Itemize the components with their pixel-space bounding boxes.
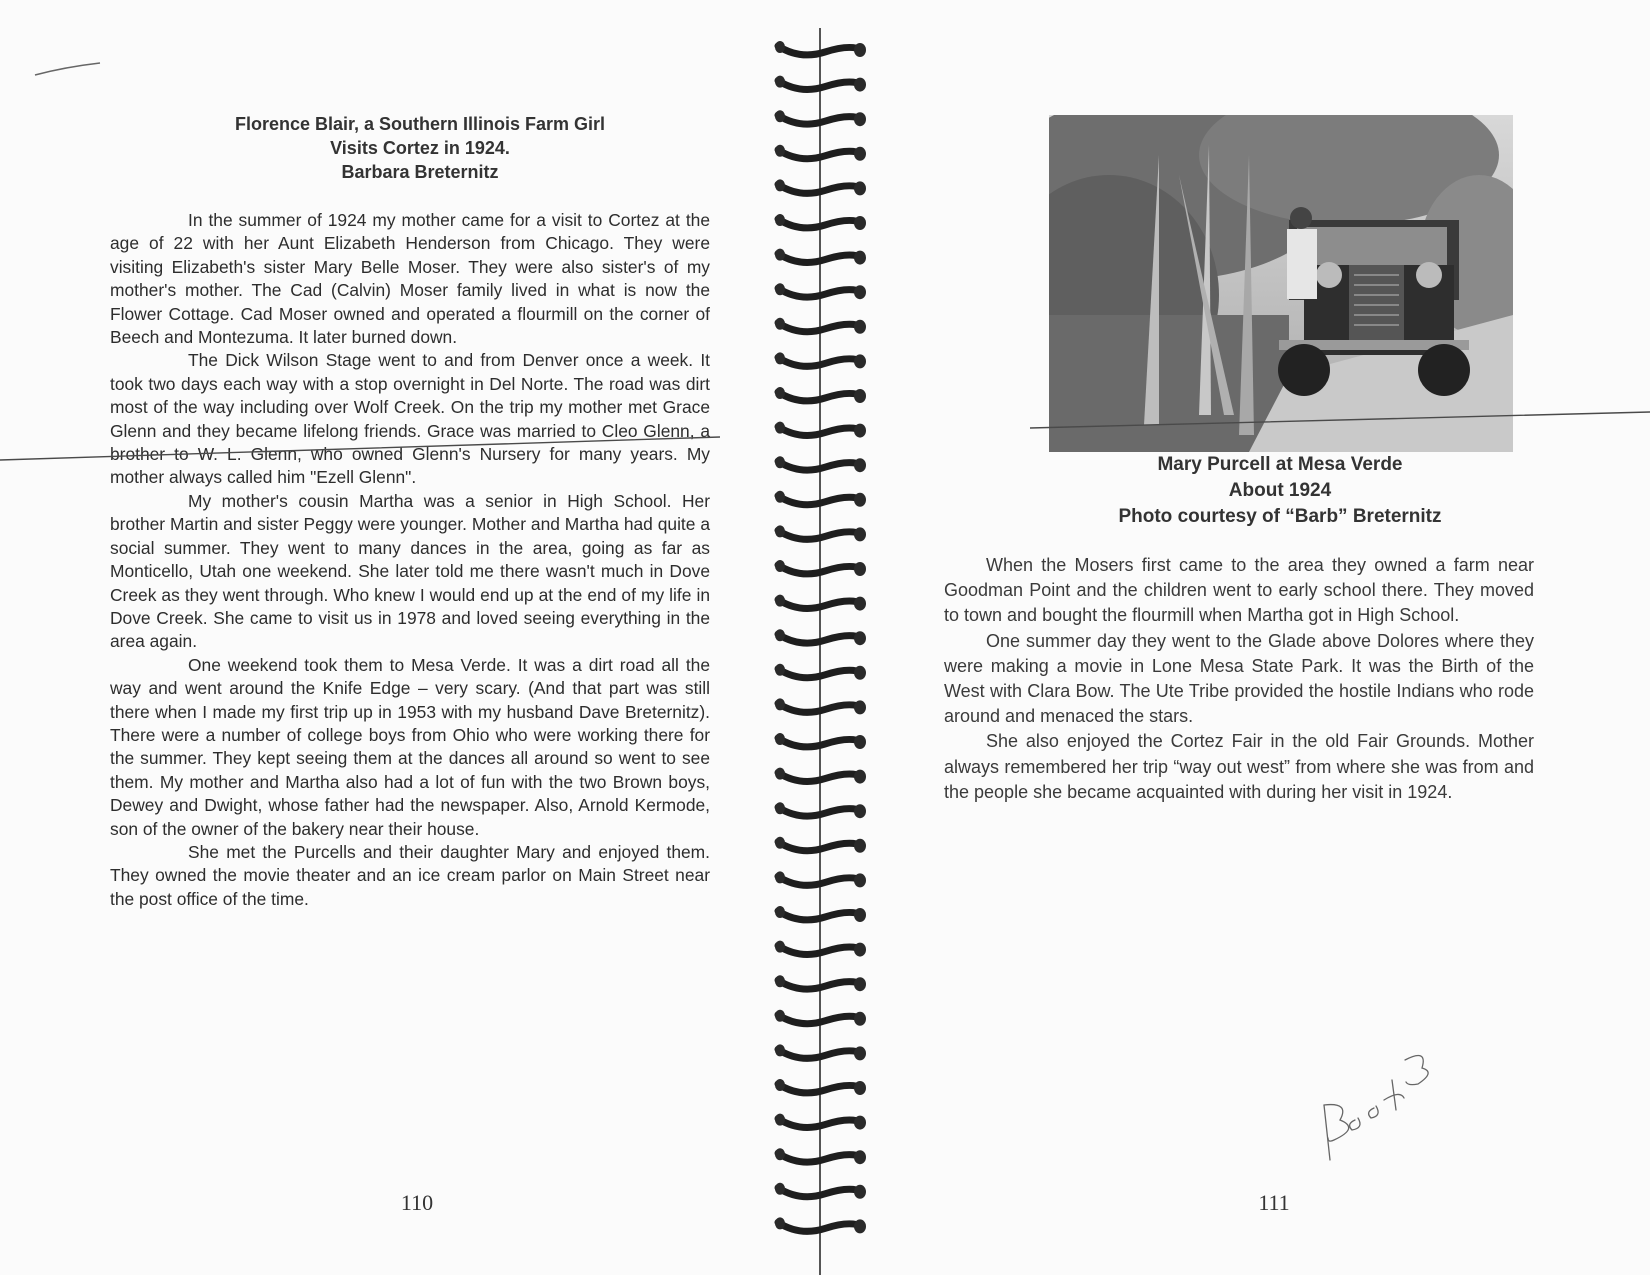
article-title [160,112,680,184]
right-page [880,0,1650,1275]
paragraph: One weekend took them to Mesa Verde. It was a dirt road all the way and went around the Knife Edge – very scary. (And that part was still there when I made my first trip up in 1953 with my husband Dave Breternitz). There were a number of college boys from Ohio who were working there for the summer. They kept seeing them at the dances all around so went to see them. My mother and Martha also had a lot of fun with the two Brown boys, Dewey and Dwight, whose father had the newspaper. Also, Arnold Kermode, son of the owner of the bakery near their house. [110,654,710,839]
vintage-car-photo [1049,115,1513,452]
title-line-1: Florence Blair, a Southern Illinois Farm Girl [234,114,606,134]
paragraph: She also enjoyed the Cortez Fair in the old Fair Grounds. Mother always remembered her trip “way out west” from where she was from and the people she became acquainted with during her visit in 1924. [944,731,1534,802]
caption-line-2: About 1924 [1228,480,1332,501]
left-body-text [110,209,710,911]
paragraph: My mother's cousin Martha was a senior in High School. Her brother Martin and sister Peggy were younger. Mother and Martha had quite a social summer. They went to many dances in the area, going as far as Monticello, Utah one weekend. She later told me there wasn't much in Dove Creek as they went through. Who knew I would end up at the end of my life in Dove Creek. She came to visit us in 1978 and loved seeing everything in the area again. [110,490,710,652]
paragraph: She met the Purcells and their daughter Mary and enjoyed them. They owned the movie theater and an ice cream parlor on Main Street near the post office of the time. [110,841,710,909]
paragraph: When the Mosers first came to the area they owned a farm near Goodman Point and the children went to early school there. They moved to town and bought the flourmill when Martha got in High School. [944,555,1534,626]
handwritten-book-3-note [1310,1010,1460,1180]
paragraph: In the summer of 1924 my mother came for a visit to Cortez at the age of 22 with her Aunt Elizabeth Henderson from Chicago. They were visiting Elizabeth's sister Mary Belle Moser. They were also sister's of my mother's mother. The Cad (Calvin) Moser family lived in what is now the Flower Cottage. Cad Moser owned and operated a flourmill on the corner of Beech and Montezuma. It later burned down. [110,210,710,348]
spiral-binding [770,28,880,1275]
photo-caption [1020,452,1540,530]
paragraph: The Dick Wilson Stage went to and from Denver once a week. It took two days each way with a stop overnight in Del Norte. The road was dirt most of the way including over Wolf Creek. On the trip my mother met Grace Glenn and they became lifelong friends. Grace was married to Cleo Glenn, a brother to W. L. Glenn, who owned Glenn's Nursery for many years. My mother always called him "Ezell Glenn". [110,350,710,488]
photo-car [1049,115,1513,452]
page-number-right: 111 [1258,1190,1290,1215]
left-page [0,0,770,1275]
author-line: Barbara Breternitz [341,162,499,182]
right-body-text [944,553,1534,805]
caption-line-1: Mary Purcell at Mesa Verde [1157,454,1403,475]
title-line-2: Visits Cortez in 1924. [330,138,510,158]
paragraph: One summer day they went to the Glade above Dolores where they were making a movie in Lone Mesa State Park. It was the Birth of the West with Clara Bow. The Ute Tribe provided the hostile Indians who rode around and menaced the stars. [944,630,1534,727]
caption-line-3: Photo courtesy of “Barb” Breternitz [1118,506,1442,527]
page-number-left: 110 [400,1190,434,1215]
